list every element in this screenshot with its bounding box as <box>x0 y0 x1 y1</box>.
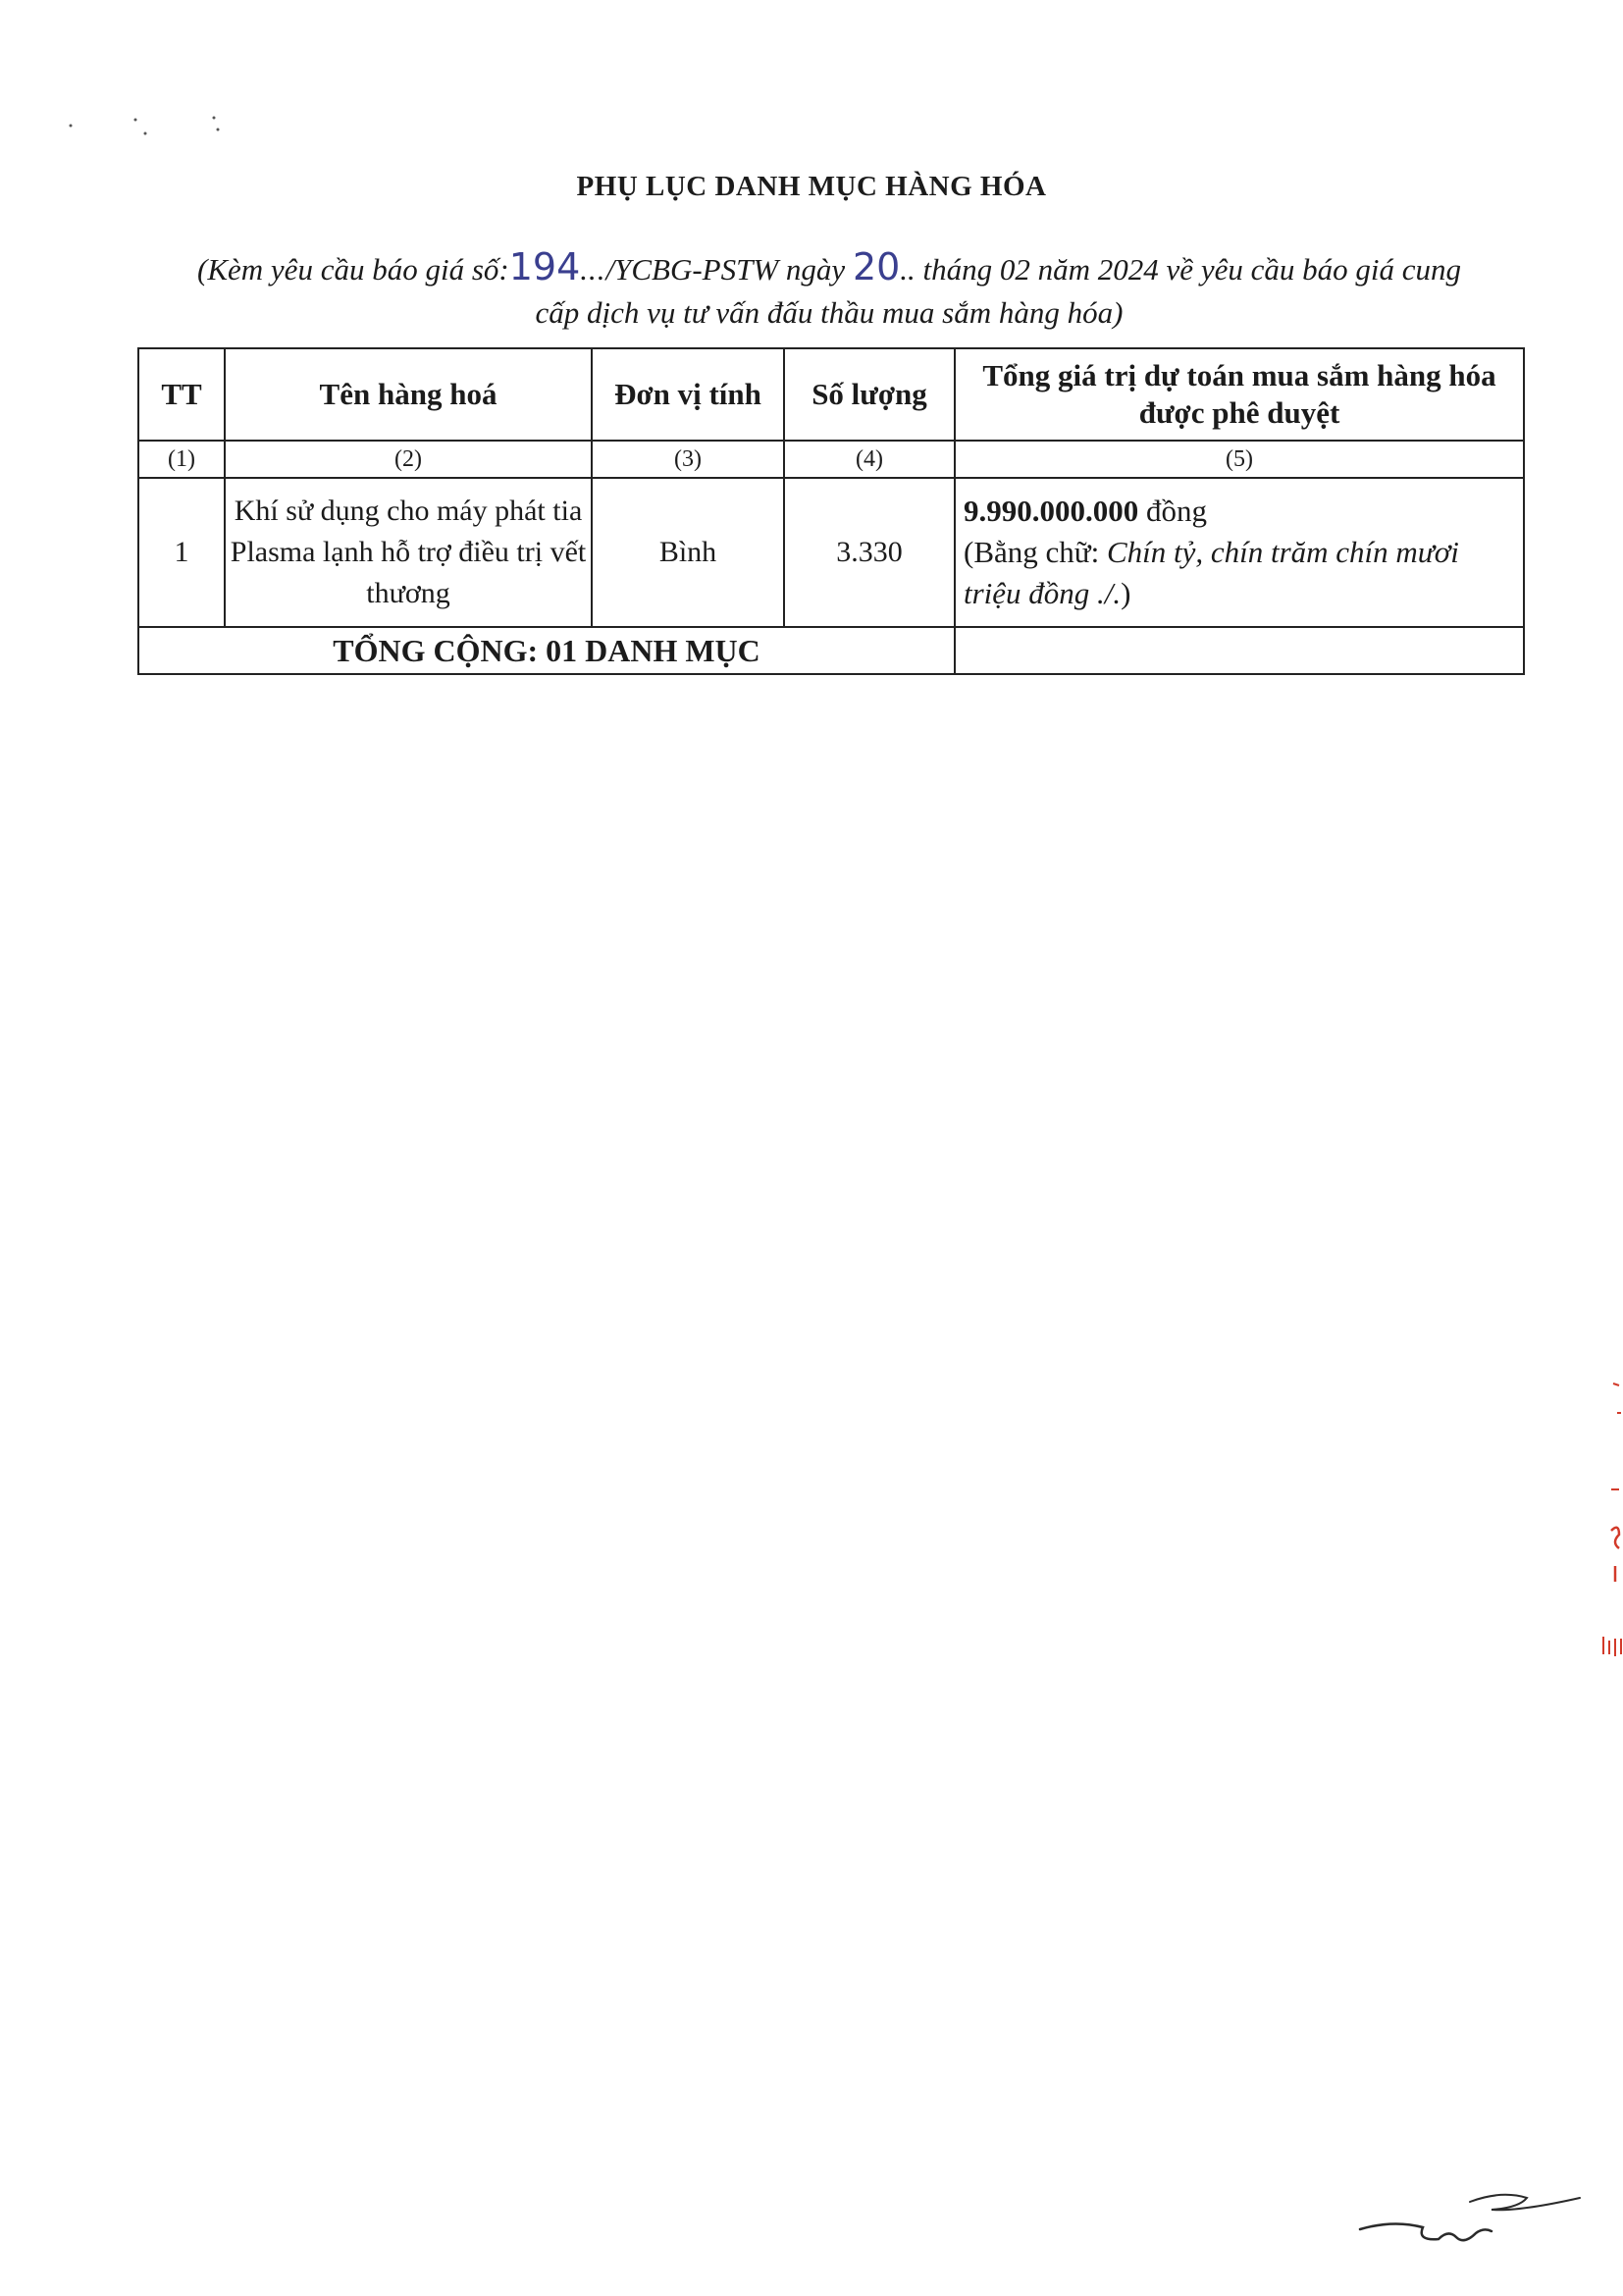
header-quantity: Số lượng <box>784 348 955 441</box>
header-name: Tên hàng hoá <box>225 348 592 441</box>
signature-scribble <box>1354 2168 1590 2257</box>
scan-specks <box>59 98 255 147</box>
day-handwritten: 20 <box>852 245 901 288</box>
row-amount-unit: đồng <box>1138 494 1207 528</box>
column-number: (5) <box>955 441 1524 478</box>
column-number-row <box>138 441 1524 478</box>
total-label: TỔNG CỘNG: 01 DANH MỤC <box>138 627 955 674</box>
row-item-name: Khí sử dụng cho máy phát tia Plasma lạnh hỗ trợ điều trị vết thương <box>225 478 592 627</box>
column-number: (4) <box>784 441 955 478</box>
subtitle-code: /YCBG-PSTW ngày <box>605 252 846 287</box>
header-tt: TT <box>138 348 225 441</box>
subtitle-rest: tháng 02 năm 2024 về yêu cầu báo giá cung <box>915 252 1461 287</box>
total-row <box>138 627 1524 674</box>
page-title: PHỤ LỤC DANH MỤC HÀNG HÓA <box>576 171 1047 202</box>
column-number: (3) <box>592 441 784 478</box>
amount-in-words: Chín tỷ, chín trăm chín mươi triệu đồng ./. <box>964 535 1459 610</box>
subtitle-prefix: (Kèm yêu cầu báo giá số: <box>197 252 509 287</box>
request-number-handwritten: 194 <box>508 245 581 288</box>
row-tt: 1 <box>138 478 225 627</box>
request-number-dots: ... <box>580 252 606 287</box>
row-quantity: 3.330 <box>784 478 955 627</box>
in-words-label: (Bằng chữ: <box>964 535 1107 569</box>
in-words-close: ) <box>1121 576 1131 610</box>
column-number: (2) <box>225 441 592 478</box>
goods-table <box>137 347 1525 675</box>
column-number: (1) <box>138 441 225 478</box>
header-unit: Đơn vị tính <box>592 348 784 441</box>
row-unit: Bình <box>592 478 784 627</box>
table-row <box>138 478 1524 627</box>
row-amount: 9.990.000.000 <box>964 494 1139 528</box>
table-header-row <box>138 348 1524 441</box>
day-dots: .. <box>900 252 916 287</box>
subtitle-line2: cấp dịch vụ tư vấn đấu thầu mua sắm hàng hóa) <box>535 295 1124 330</box>
row-amount-cell <box>955 478 1524 627</box>
header-total: Tổng giá trị dự toán mua sắm hàng hóa được phê duyệt <box>955 348 1524 441</box>
total-empty-cell <box>955 627 1524 674</box>
stamp-edge-marks <box>1590 1374 1623 1697</box>
subtitle <box>147 245 1511 335</box>
